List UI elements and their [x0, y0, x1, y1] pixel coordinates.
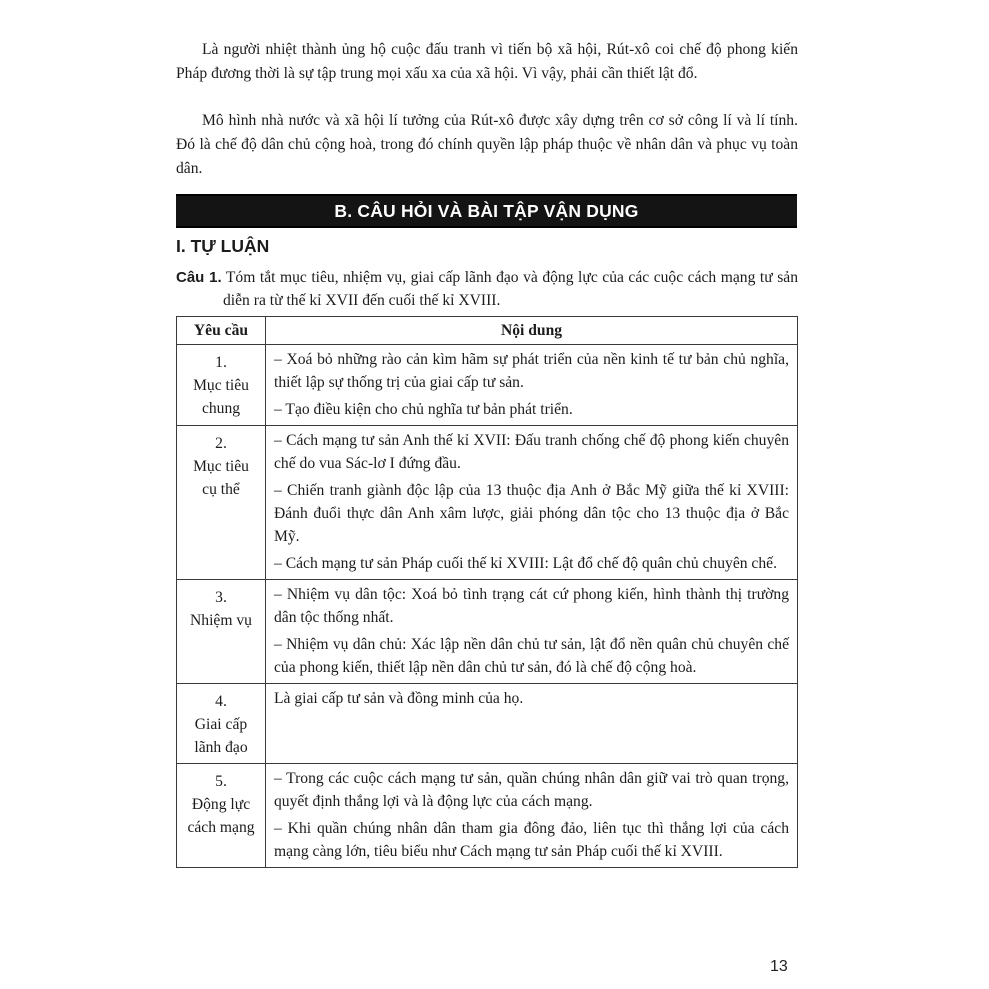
content-cell — [266, 684, 798, 764]
question-1 — [176, 266, 798, 312]
section-banner: B. CÂU HỎI VÀ BÀI TẬP VẬN DỤNG — [176, 194, 797, 228]
row-label: Mục tiêu chung — [193, 377, 249, 417]
requirement-cell — [177, 684, 266, 764]
question-label: Câu 1. — [176, 269, 222, 286]
content-cell — [266, 345, 798, 426]
requirement-cell — [177, 580, 266, 684]
content-item: – Nhiệm vụ dân tộc: Xoá bỏ tình trạng cát cứ phong kiến, hình thành thị trường dân tộc thống nhất. — [274, 586, 789, 626]
intro-paragraph: Là người nhiệt thành ủng hộ cuộc đấu tranh vì tiến bộ xã hội, Rút-xô coi chế độ phong kiến Pháp đương thời là sự tập trung mọi xấu xa của xã hội. Vì vậy, phải cần thiết lật đổ. — [176, 41, 798, 82]
row-number: 2. — [215, 435, 227, 452]
subsection-heading: I. TỰ LUẬN — [176, 236, 270, 256]
requirement-cell — [177, 426, 266, 580]
content-cell — [266, 580, 798, 684]
content-cell — [266, 426, 798, 580]
row-label: Giai cấp lãnh đạo — [194, 716, 248, 756]
summary-table — [176, 316, 798, 868]
requirement-cell — [177, 764, 266, 868]
table-row — [177, 345, 798, 426]
content-item: – Nhiệm vụ dân chủ: Xác lập nền dân chủ tư sản, lật đổ nền quân chủ chuyên chế của phong kiến, thiết lập nền dân chủ tư sản, đó là chế độ cộng hoà. — [274, 636, 789, 676]
row-label: Nhiệm vụ — [190, 612, 252, 629]
page-number: 13 — [770, 958, 788, 975]
content-cell — [266, 764, 798, 868]
intro-paragraph: Mô hình nhà nước và xã hội lí tưởng của Rút-xô được xây dựng trên cơ sở công lí và lí tính. Đó là chế độ dân chủ cộng hoà, trong đó chính quyền lập pháp thuộc về nhân dân và phục vụ toàn dân. — [176, 112, 798, 177]
row-number: 4. — [215, 693, 227, 710]
table-row — [177, 764, 798, 868]
content-item: Là giai cấp tư sản và đồng minh của họ. — [274, 690, 524, 707]
question-text: Tóm tắt mục tiêu, nhiệm vụ, giai cấp lãnh đạo và động lực của các cuộc cách mạng tư sản diễn ra từ thế kỉ XVII đến cuối thế kỉ XVIII. — [223, 269, 798, 309]
row-label: Mục tiêu cụ thể — [193, 458, 249, 498]
row-number: 5. — [215, 773, 227, 790]
column-header-requirement: Yêu cầu — [177, 317, 266, 345]
row-label: Động lực cách mạng — [187, 796, 255, 836]
content-item: – Tạo điều kiện cho chủ nghĩa tư bản phát triển. — [274, 401, 573, 418]
requirement-cell — [177, 345, 266, 426]
content-item: – Khi quần chúng nhân dân tham gia đông đảo, liên tục thì thắng lợi của cách mạng càng lớn, tiêu biểu như Cách mạng tư sản Pháp cuối thế kỉ XVIII. — [274, 820, 789, 860]
content-item: – Xoá bỏ những rào cản kìm hãm sự phát triển của nền kinh tế tư bản chủ nghĩa, thiết lập sự thống trị của giai cấp tư sản. — [274, 351, 789, 391]
content-item: – Cách mạng tư sản Anh thế kỉ XVII: Đấu tranh chống chế độ phong kiến chuyên chế do vua Sác-lơ I đứng đầu. — [274, 432, 789, 472]
table-row — [177, 684, 798, 764]
table-row — [177, 580, 798, 684]
content-item: – Cách mạng tư sản Pháp cuối thế kỉ XVIII: Lật đổ chế độ quân chủ chuyên chế. — [274, 555, 777, 572]
table-row — [177, 426, 798, 580]
row-number: 3. — [215, 589, 227, 606]
column-header-content: Nội dung — [266, 317, 798, 345]
content-item: – Trong các cuộc cách mạng tư sản, quần chúng nhân dân giữ vai trò quan trọng, quyết định thắng lợi và là động lực của cách mạng. — [274, 770, 789, 810]
content-item: – Chiến tranh giành độc lập của 13 thuộc địa Anh ở Bắc Mỹ giữa thế kỉ XVIII: Đánh đuổi thực dân Anh xâm lược, giải phóng dân tộc cho 13 thuộc địa ở Bắc Mỹ. — [274, 482, 789, 545]
table-header-row — [177, 317, 798, 345]
row-number: 1. — [215, 354, 227, 371]
